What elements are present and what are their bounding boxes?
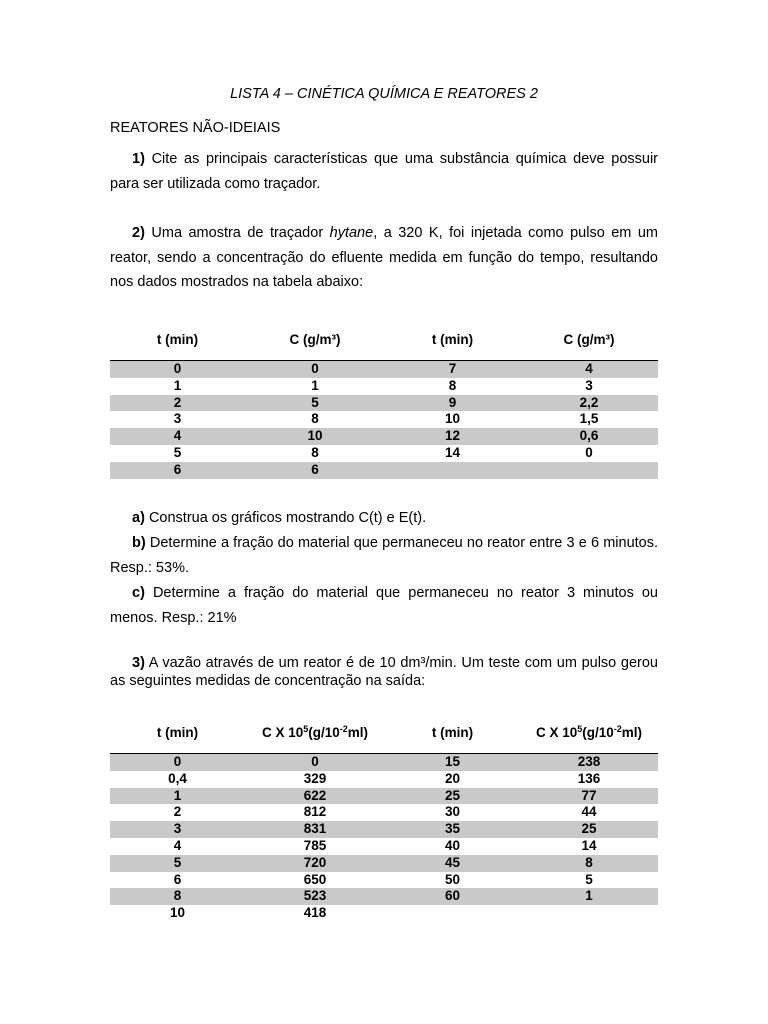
table-row — [110, 888, 658, 905]
table-row — [110, 804, 658, 821]
table-cell: 25 — [520, 821, 658, 838]
table-cell: 40 — [444, 837, 461, 853]
table-cell: 720 — [245, 855, 385, 872]
table-cell: 3 — [585, 377, 593, 393]
table-cell — [520, 905, 658, 922]
table-cell: 0 — [110, 754, 245, 771]
question-2b — [110, 531, 658, 580]
question-2-tracer-name: hytane — [329, 225, 374, 241]
table-cell: 60 — [385, 888, 520, 905]
table-cell: 136 — [577, 770, 601, 786]
table-cell: 3 — [173, 411, 182, 427]
question-2a-label: a) — [132, 510, 145, 526]
table-row — [110, 821, 658, 838]
header-part: ml) — [347, 725, 369, 740]
question-2a — [110, 506, 658, 531]
table-cell: 50 — [444, 871, 461, 887]
table-header — [520, 725, 658, 754]
table-cell: 10 — [245, 428, 385, 445]
table-row — [110, 462, 658, 479]
header-superscript: -2 — [613, 724, 622, 734]
table-cell: 10 — [169, 905, 186, 921]
table-row — [110, 395, 658, 412]
table-cell: 1,5 — [579, 411, 599, 427]
table-cell: 6 — [245, 462, 385, 479]
table-header: t (min) — [156, 332, 199, 347]
table-cell: 7 — [385, 361, 520, 378]
table-header: C (g/m³) — [289, 332, 341, 347]
question-2 — [110, 221, 658, 295]
header-part: ml) — [621, 725, 643, 740]
table-tracer-data — [110, 332, 658, 479]
table-cell: 8 — [520, 855, 658, 872]
table-row — [110, 445, 658, 462]
table-header: t (min) — [431, 332, 474, 347]
table-row — [110, 361, 658, 378]
table-cell: 12 — [385, 428, 520, 445]
table-header — [245, 725, 385, 754]
table-cell: 3 — [110, 821, 245, 838]
question-1-text: Cite as principais características que uma substância química deve possuir para ser utilizada como traçador. — [110, 151, 659, 192]
question-2c-text: Determine a fração do material que permaneceu no reator 3 minutos ou menos. Resp.: 21% — [110, 585, 658, 626]
table-cell: 2 — [110, 395, 245, 412]
question-2b-text: Determine a fração do material que permaneceu no reator entre 3 e 6 minutos. Resp.: 53%. — [110, 535, 659, 576]
table-cell: 0 — [110, 361, 245, 378]
table-cell: 20 — [444, 770, 461, 786]
question-3-text: A vazão através de um reator é de 10 dm³/min. Um teste com um pulso gerou as seguintes medidas de concentração na saída: — [110, 655, 658, 689]
table-cell: 5 — [173, 444, 182, 460]
header-superscript: -2 — [339, 724, 348, 734]
table-cell: 523 — [245, 888, 385, 905]
table-cell: 35 — [385, 821, 520, 838]
question-3 — [110, 654, 658, 690]
table-cell: 8 — [311, 411, 319, 427]
question-2-number: 2) — [132, 225, 145, 241]
table-row — [110, 905, 658, 922]
question-2a-text: Construa os gráficos mostrando C(t) e E(t). — [148, 510, 427, 526]
table-row — [110, 771, 658, 788]
table-row — [110, 872, 658, 889]
table-cell: 5 — [245, 395, 385, 412]
table-cell: 10 — [444, 411, 461, 427]
table-row — [110, 428, 658, 445]
table-cell — [385, 462, 520, 479]
table-header: t (min) — [156, 725, 199, 740]
table-row — [110, 788, 658, 805]
table-cell: 8 — [311, 444, 319, 460]
table-cell: 238 — [520, 754, 658, 771]
table-header-row — [110, 725, 658, 754]
table-cell: 831 — [245, 821, 385, 838]
table-cell: 0,4 — [168, 770, 187, 786]
table-cell: 14 — [581, 837, 597, 853]
question-2b-label: b) — [132, 535, 146, 551]
table-cell: 1 — [173, 377, 182, 393]
table-cell: 4 — [110, 428, 245, 445]
table-row — [110, 411, 658, 428]
table-cell — [385, 905, 520, 922]
table-cell: 6 — [110, 462, 245, 479]
table-cell: 45 — [385, 855, 520, 872]
section-heading: REATORES NÃO-IDEIAIS — [110, 120, 281, 136]
table-cell: 5 — [110, 855, 245, 872]
header-part: (g/10 — [308, 725, 340, 740]
table-cell: 329 — [303, 770, 327, 786]
table-row — [110, 378, 658, 395]
question-2-text-a: Uma amostra de traçador — [151, 225, 324, 241]
header-part: (g/10 — [582, 725, 614, 740]
question-2c — [110, 581, 658, 630]
table-pulse-data — [110, 725, 658, 922]
table-cell: 4 — [520, 361, 658, 378]
table-cell: 8 — [110, 888, 245, 905]
table-cell: 6 — [173, 871, 182, 887]
table-row — [110, 855, 658, 872]
table-cell: 418 — [303, 905, 327, 921]
table-cell: 77 — [520, 788, 658, 805]
table-header: C (g/m³) — [563, 332, 615, 347]
header-part: C X 10 — [261, 725, 304, 740]
table-cell: 785 — [303, 837, 327, 853]
table-header-row — [110, 332, 658, 361]
table-cell: 0 — [245, 754, 385, 771]
table-row — [110, 754, 658, 771]
table-cell: 812 — [303, 804, 327, 820]
question-3-number: 3) — [132, 655, 145, 671]
table-cell: 0,6 — [520, 428, 658, 445]
page-title: LISTA 4 – CINÉTICA QUÍMICA E REATORES 2 — [230, 86, 538, 102]
table-cell: 14 — [444, 444, 461, 460]
table-cell: 1 — [520, 888, 658, 905]
table-cell: 44 — [581, 804, 597, 820]
table-cell: 15 — [385, 754, 520, 771]
table-cell: 0 — [585, 444, 593, 460]
table-cell: 2,2 — [520, 395, 658, 412]
question-2c-label: c) — [132, 585, 145, 601]
table-cell: 25 — [385, 788, 520, 805]
table-cell — [520, 462, 658, 479]
table-cell: 1 — [311, 377, 319, 393]
table-cell: 9 — [385, 395, 520, 412]
table-cell: 1 — [110, 788, 245, 805]
header-part: C X 10 — [535, 725, 578, 740]
header-superscript: 5 — [577, 724, 583, 734]
table-cell: 30 — [444, 804, 461, 820]
table-header: t (min) — [431, 725, 474, 740]
table-cell: 622 — [245, 788, 385, 805]
table-cell: 5 — [585, 871, 593, 887]
table-cell: 2 — [173, 804, 182, 820]
table-cell: 4 — [173, 837, 182, 853]
question-1 — [110, 147, 658, 196]
table-cell: 650 — [303, 871, 327, 887]
question-1-number: 1) — [132, 151, 145, 167]
table-cell: 8 — [448, 377, 457, 393]
header-superscript: 5 — [303, 724, 309, 734]
question-2-text-b: , a 320 K, foi injetada como pulso em um reator, sendo a concentração do efluente medida em função do tempo, resultando nos dados mostrados na tabela abaixo: — [110, 225, 659, 290]
table-row — [110, 838, 658, 855]
table-cell: 0 — [245, 361, 385, 378]
